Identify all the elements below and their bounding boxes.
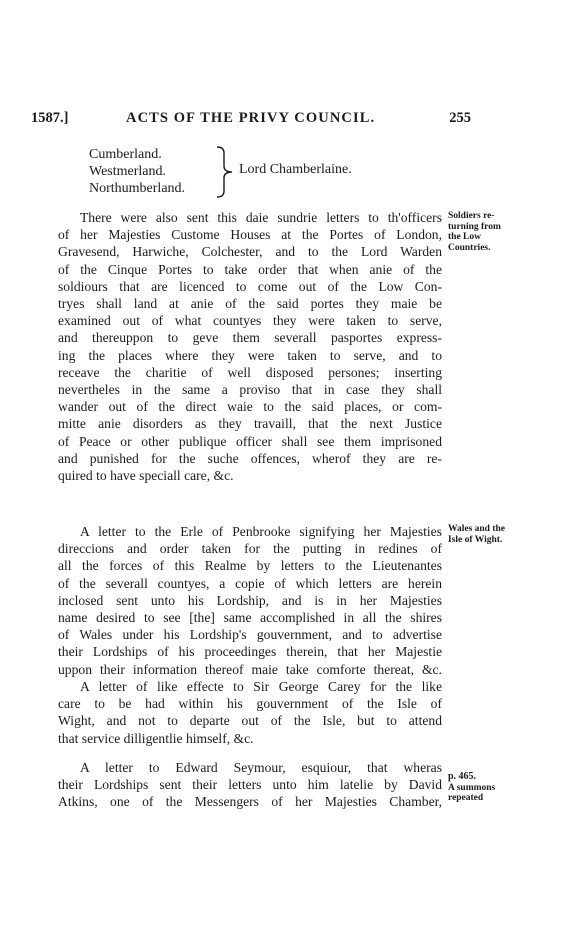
paragraph-soldiers: [58, 209, 442, 484]
text-line: all the forces of this Realme by letters to the Lieutenantes: [58, 558, 442, 574]
page-reference: p. 465.: [448, 771, 477, 782]
text-line: soldiours that are licenced to come out of the Low Con-: [58, 278, 442, 294]
running-header: [31, 110, 471, 132]
text-line: name desired to see [the] same accomplished in all the shires: [58, 610, 442, 626]
text-line: of the Cinque Portes to take order that when anie of the: [58, 261, 442, 277]
margin-note-line: Soldiers re-: [448, 211, 495, 221]
paragraph-seymour: [58, 759, 442, 811]
county-item: Cumberland.: [89, 147, 162, 162]
text-line: Atkins, one of the Messengers of her Majesties Chamber,: [58, 794, 442, 810]
page-number: 255: [449, 110, 471, 126]
margin-note-line: Countries.: [448, 242, 491, 253]
text-line: Wight, and not to departe out of the Isle, but to attend: [58, 713, 442, 729]
text-line: of Peace or other publique officer shall see them imprisoned: [58, 433, 442, 449]
text-line: There were also sent this daie sundrie letters to th'officers: [80, 210, 442, 225]
county-item: Northumberland.: [89, 181, 186, 196]
text-line: their Lordships sent their letters unto him latelie by David: [58, 777, 442, 793]
margin-note-line: A summons: [448, 782, 496, 793]
text-line: inclosed sent unto his Lordship, and is in her Majesties: [58, 592, 442, 608]
text-line: wander out of the direct waie to the said places, or com-: [58, 399, 442, 415]
paragraph-penbrooke: [58, 523, 442, 678]
margin-note-line: turning from: [448, 221, 501, 232]
text-line: A letter to the Erle of Penbrooke signifying her Majesties: [80, 524, 442, 539]
text-line: and punished for the suche offences, wherof they are re-: [58, 450, 442, 466]
text-line: mitte anie disorders as they travaill, that the next Justice: [58, 416, 442, 432]
text-line: and thereuppon to geve them severall pasportes express-: [58, 330, 442, 346]
text-line: A letter to Edward Seymour, esquiour, that wheras: [80, 760, 442, 775]
text-line: care to be had within his gouvernment of the Isle of: [58, 696, 442, 712]
header-year: 1587.]: [31, 110, 69, 126]
margin-note-line: Isle of Wight.: [448, 534, 503, 545]
text-line: quired to have speciall care, &c.: [58, 468, 234, 484]
text-line: of Wales under his Lordship's gouvernment, and to advertise: [58, 627, 442, 643]
text-line: direccions and order taken for the putting in redines of: [58, 541, 442, 557]
text-line: A letter of like effecte to Sir George Carey for the like: [80, 679, 442, 694]
text-line: uppon their information thereof maie take comforte thereat, &c.: [58, 661, 442, 677]
margin-note-line: the Low: [448, 232, 481, 242]
margin-note-line: Wales and the: [448, 524, 506, 534]
text-line: ing the places where they were taken to serve, and to: [58, 347, 442, 363]
margin-note-line: repeated: [448, 793, 484, 803]
margin-note: [448, 772, 495, 804]
margin-note: [448, 211, 501, 253]
text-line: examined out of what countyes they were taken to serve,: [58, 313, 442, 329]
paragraph-carey: [58, 678, 442, 747]
text-line: Gravesend, Harwiche, Colchester, and to the Lord Warden: [58, 244, 442, 260]
header-title: ACTS OF THE PRIVY COUNCIL.: [126, 110, 376, 126]
county-list: [89, 146, 429, 198]
curly-brace-icon: [215, 145, 235, 199]
text-line: of her Majesties Custome Houses at the Portes of London,: [58, 227, 442, 243]
text-line: that service dilligentlie himself, &c.: [58, 730, 254, 746]
text-line: receave the charitie of well disposed persones; inserting: [58, 364, 442, 380]
county-assignee: Lord Chamberlaine.: [239, 162, 352, 177]
text-line: their Lordships of his proceedinges therein, that her Majestie: [58, 644, 442, 660]
text-line: tryes shall land at anie of the said portes they maie be: [58, 296, 442, 312]
text-line: nevertheles in the same a proviso that in case they shall: [58, 382, 442, 398]
text-line: of the severall countyes, a copie of which letters are herein: [58, 575, 442, 591]
county-item: Westmerland.: [89, 164, 167, 179]
margin-note: [448, 524, 505, 545]
